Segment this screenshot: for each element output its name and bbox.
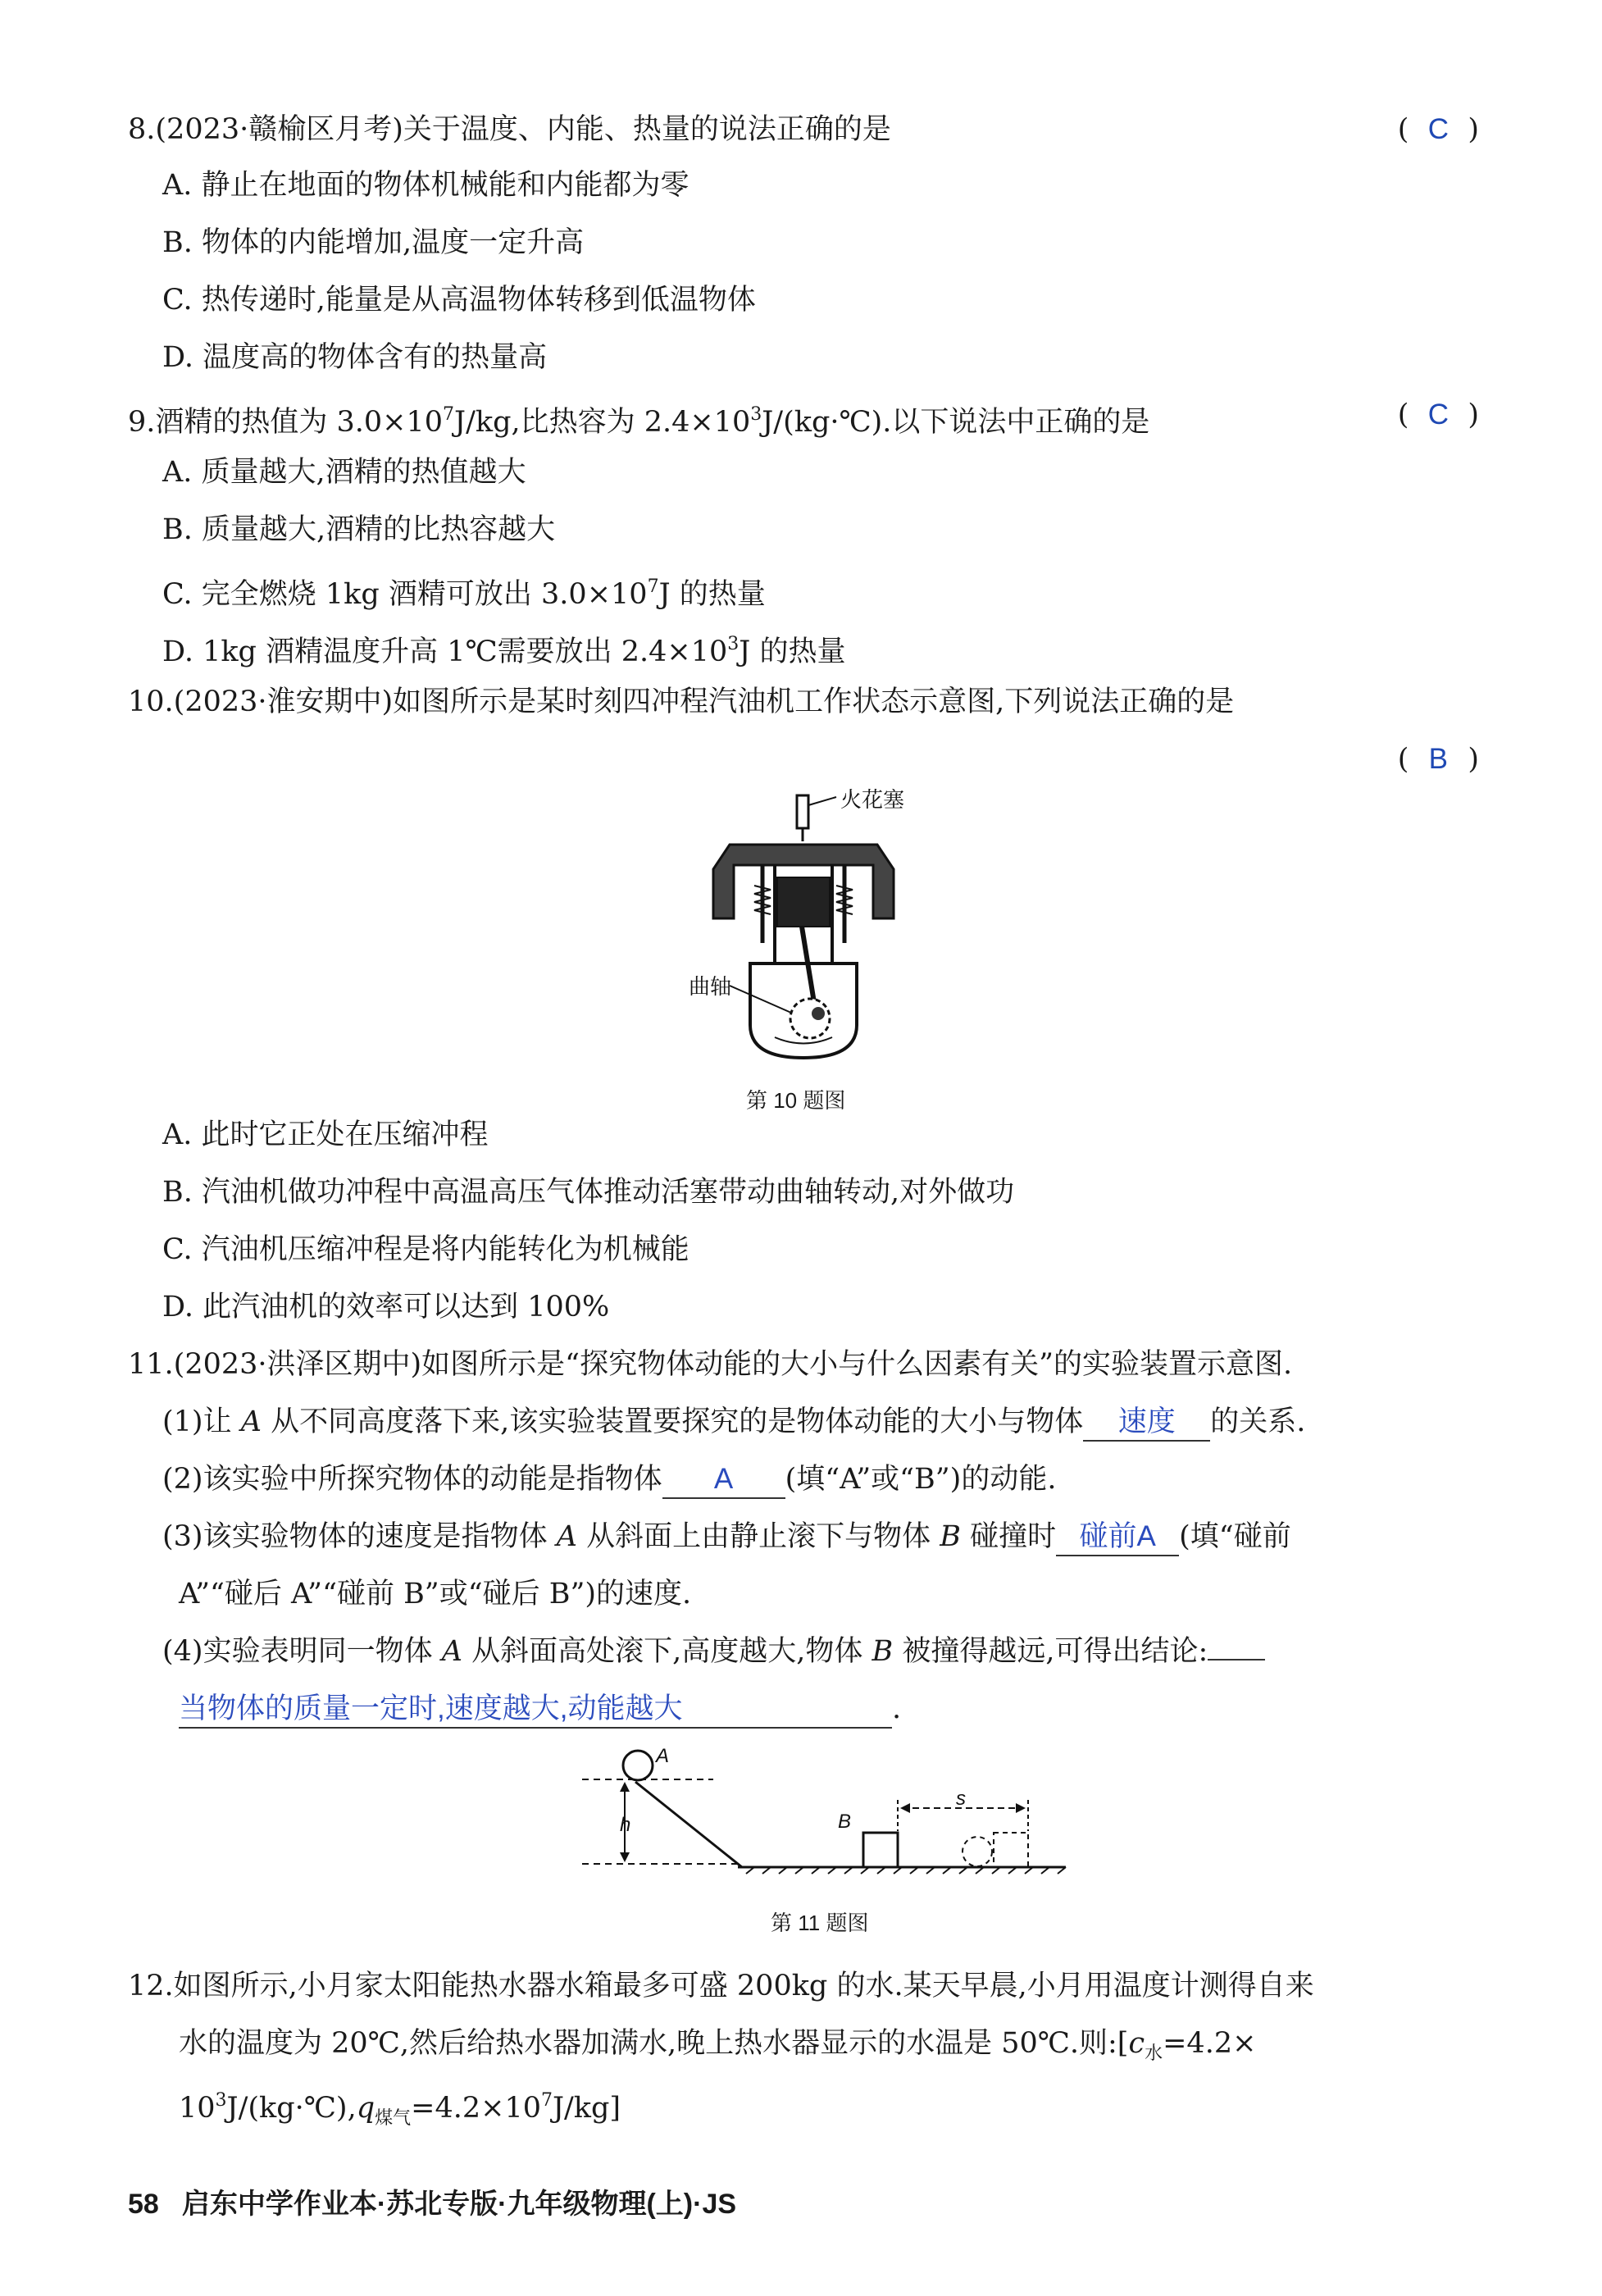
crankshaft-label: 曲轴 [689,974,732,999]
question-10-stem: 10.(2023·淮安期中)如图所示是某时刻四冲程汽油机工作状态示意图,下列说法正确的是 [128,686,1235,718]
question-10-option-a: A. 此时它正处在压缩冲程 [162,1118,489,1151]
question-11-part-3-cont: A”“碰后 A”“碰前 B”或“碰后 B”)的速度. [179,1578,692,1610]
question-9-answer: ( C ) [1397,399,1479,431]
question-10-option-d: D. 此汽油机的效率可以达到 100% [162,1291,610,1323]
spark-plug-icon [797,795,808,828]
book-title: 启东中学作业本·苏北专版·九年级物理(上)·JS [181,2189,737,2220]
figure-10-caption: 第 10 题图 [746,1088,846,1113]
ball-a-icon [623,1751,653,1780]
page-number: 58 [128,2189,159,2220]
block-b-icon [863,1833,898,1867]
question-10-option-c: C. 汽油机压缩冲程是将内能转化为机械能 [162,1233,689,1266]
answer-letter: C [1427,113,1449,145]
figure-11-caption: 第 11 题图 [771,1911,869,1935]
question-8-option-d: D. 温度高的物体含有的热量高 [162,341,548,374]
spark-plug-label: 火花塞 [840,787,905,812]
answer-blank-object: A [662,1461,785,1499]
question-11-part-4-answer: 当物体的质量一定时,速度越大,动能越大 . [179,1691,901,1729]
ball-a-label: A [656,1745,670,1767]
question-8-option-b: B. 物体的内能增加,温度一定升高 [162,226,585,259]
question-9-option-b: B. 质量越大,酒精的比热容越大 [162,513,556,546]
question-10-answer: ( B ) [1397,743,1479,776]
question-9-option-c: C. 完全燃烧 1kg 酒精可放出 $3.0\times 10^7J$ 的热量 [162,576,766,611]
question-11-stem: 11.(2023·洪泽区期中)如图所示是“探究物体动能的大小与什么因素有关”的实验装置示意图. [128,1348,1293,1381]
question-9-option-a: A. 质量越大,酒精的热值越大 [162,456,526,489]
question-8-option-a: A. 静止在地面的物体机械能和内能都为零 [162,169,689,202]
height-label: h [620,1814,631,1836]
answer-blank-conclusion: 当物体的质量一定时,速度越大,动能越大 [179,1691,892,1729]
question-12-line-2: 水的温度为 20℃,然后给热水器加满水,晚上热水器显示的水温是 50℃.则$:[c_水=4.2\times$ [179,2027,1257,2064]
question-8-stem: 8.(2023·赣榆区月考)关于温度、内能、热量的说法正确的是 [128,113,891,146]
question-11-part-2: (2)该实验中所探究物体的动能是指物体 A (填“A”或“B”)的动能. [162,1461,1056,1499]
question-11-part-3: (3)该实验物体的速度是指物体 A 从斜面上由静止滚下与物体 B 碰撞时 碰前A (填“碰前 [162,1519,1291,1556]
question-8-answer: ( C ) [1397,113,1479,146]
question-12-line-1: 12.如图所示,小月家太阳能热水器水箱最多可盛 200kg 的水.某天早晨,小月用温度计测得自来 [128,1970,1314,2002]
question-9-stem: 9.酒精的热值为 $3.0\times 10^7J/kg$,比热容为 $2.4\times 10^3J/(kg\cdot℃)$.以下说法中正确的是 [128,404,1150,439]
answer-letter: C [1427,399,1449,430]
block-b-label: B [838,1811,852,1833]
distance-label: s [956,1788,966,1810]
question-11-part-4: (4)实验表明同一物体 A 从斜面高处滚下,高度越大,物体 B 被撞得越远,可得出结论: [162,1633,1265,1670]
engine-diagram [672,787,943,1066]
question-11-part-1: (1)让 A 从不同高度落下来,该实验装置要探究的是物体动能的大小与物体 速度 的关系. [162,1404,1305,1442]
piston-icon [777,877,830,927]
crankshaft-icon [790,999,830,1038]
question-12-line-3: $10^3J/(kg\cdot℃),q_{煤气}=4.2\times 10^7J/kg$] [179,2090,621,2129]
kinetic-energy-diagram [574,1742,1082,1890]
question-10-option-b: B. 汽油机做功冲程中高温高压气体推动活塞带动曲轴转动,对外做功 [162,1176,1015,1209]
answer-letter: B [1428,743,1449,775]
page-footer [128,2181,736,2221]
question-9-option-d: D. 1kg 酒精温度升高 1℃需要放出 $2.4\times 10^3J$ 的热量 [162,634,846,668]
ramp-icon [635,1782,742,1867]
answer-blank-speed: 速度 [1083,1404,1210,1442]
answer-blank-velocity: 碰前A [1056,1519,1179,1556]
question-8-option-c: C. 热传递时,能量是从高温物体转移到低温物体 [162,284,756,317]
